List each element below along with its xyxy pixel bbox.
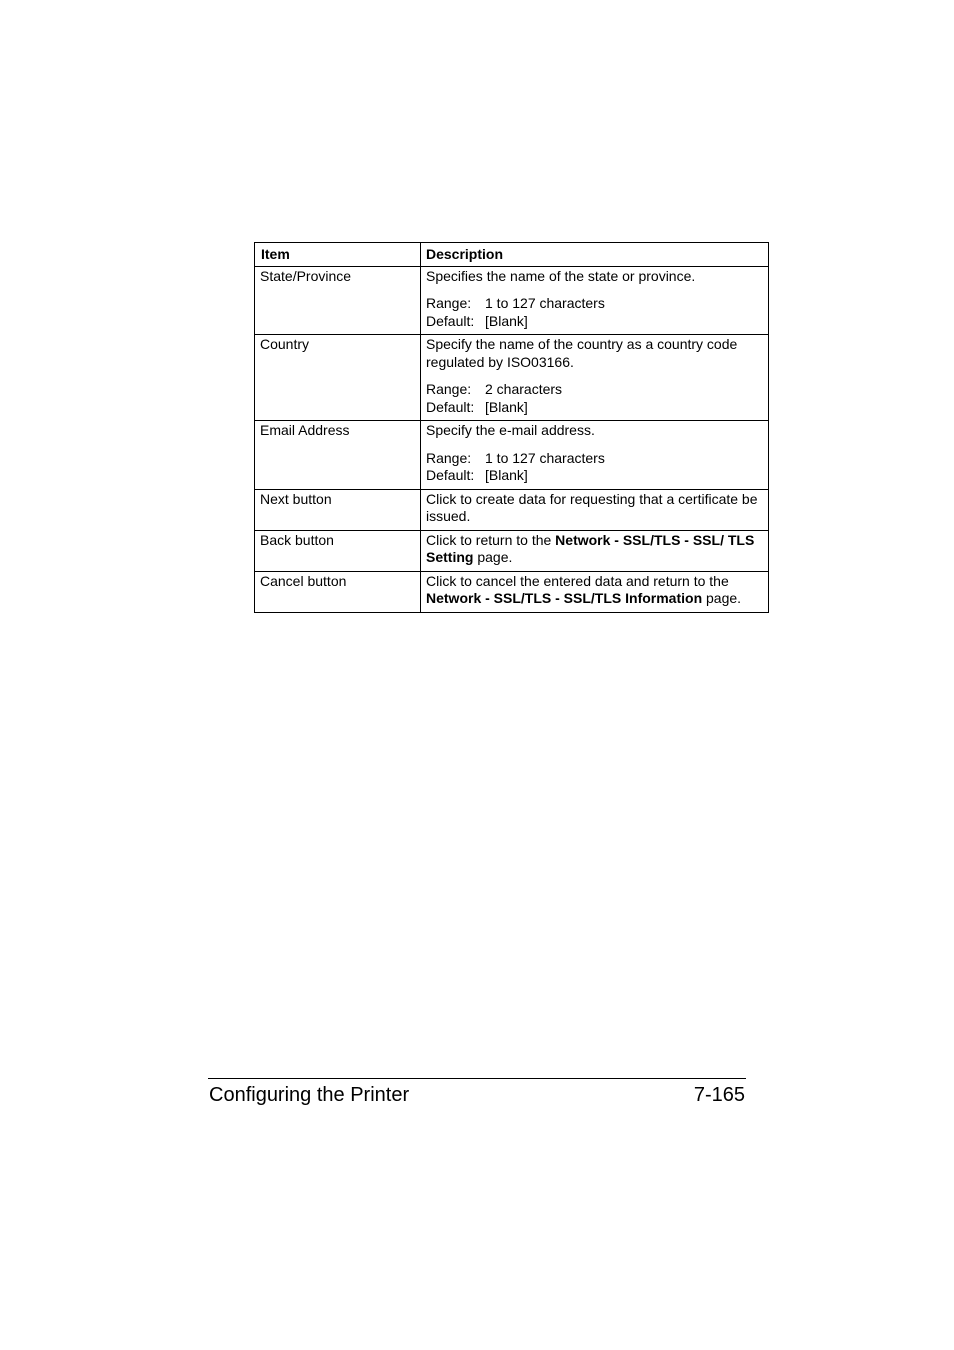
description-cell: [421, 530, 769, 571]
item-cell: Next button: [255, 489, 421, 530]
description-suffix: page.: [702, 590, 742, 606]
range-line: [426, 450, 763, 468]
page-path: Network - SSL/TLS - SSL/TLS Information: [426, 590, 703, 606]
range-value: 1 to 127 characters: [485, 449, 605, 466]
default-label: Default:: [426, 312, 475, 329]
item-cell: Country: [255, 335, 421, 421]
table-header-row: [255, 243, 769, 267]
item-cell: Back button: [255, 530, 421, 571]
item-cell: Cancel button: [255, 571, 421, 612]
range-default-block: [426, 381, 763, 416]
range-line: [426, 381, 763, 399]
default-line: [426, 399, 763, 417]
range-label: Range:: [426, 295, 472, 311]
range-label: Range:: [426, 381, 472, 397]
default-value: [Blank]: [485, 467, 528, 483]
description-cell: [421, 571, 769, 612]
description-text: Click to create data for requesting that a certificate be issued.: [426, 490, 758, 524]
item-cell: Email Address: [255, 421, 421, 490]
range-value: 1 to 127 characters: [485, 295, 605, 311]
description-prefix: Click to return to the: [426, 531, 556, 548]
table-row: [255, 530, 769, 571]
settings-table: [254, 242, 769, 613]
default-line: [426, 313, 763, 331]
description-cell: [421, 421, 769, 490]
table-row: [255, 489, 769, 530]
footer-page-number: 7-165: [693, 1084, 745, 1106]
default-label: Default:: [426, 467, 475, 483]
default-line: [426, 467, 763, 485]
description-cell: [421, 335, 769, 421]
default-value: [Blank]: [485, 312, 528, 329]
item-cell: State/Province: [255, 266, 421, 335]
footer-chapter-title: Configuring the Printer: [209, 1084, 410, 1106]
range-line: [426, 295, 763, 313]
description-cell: [421, 489, 769, 530]
footer-divider: [208, 1078, 746, 1079]
description-text: Specify the name of the country as a country code regulated by ISO03166.: [426, 336, 738, 370]
header-description: Description: [421, 243, 769, 267]
description-text: Specify the e-mail address.: [426, 422, 595, 438]
range-default-block: [426, 450, 763, 485]
table-row: [255, 335, 769, 421]
description-text: [426, 532, 763, 567]
description-text: Specifies the name of the state or province.: [426, 267, 696, 284]
description-cell: [421, 266, 769, 335]
range-label: Range:: [426, 449, 472, 466]
page-path: Network - SSL/TLS - SSL/ TLS Setting: [426, 531, 755, 565]
header-item: Item: [255, 243, 421, 267]
default-label: Default:: [426, 398, 475, 415]
default-value: [Blank]: [485, 398, 528, 415]
description-text: [426, 573, 763, 608]
range-default-block: [426, 295, 763, 330]
table-row: [255, 421, 769, 490]
description-prefix: Click to cancel the entered data and return to the: [426, 572, 729, 589]
table-row: [255, 266, 769, 335]
table-row: [255, 571, 769, 612]
description-suffix: page.: [473, 549, 513, 565]
range-value: 2 characters: [485, 381, 563, 397]
